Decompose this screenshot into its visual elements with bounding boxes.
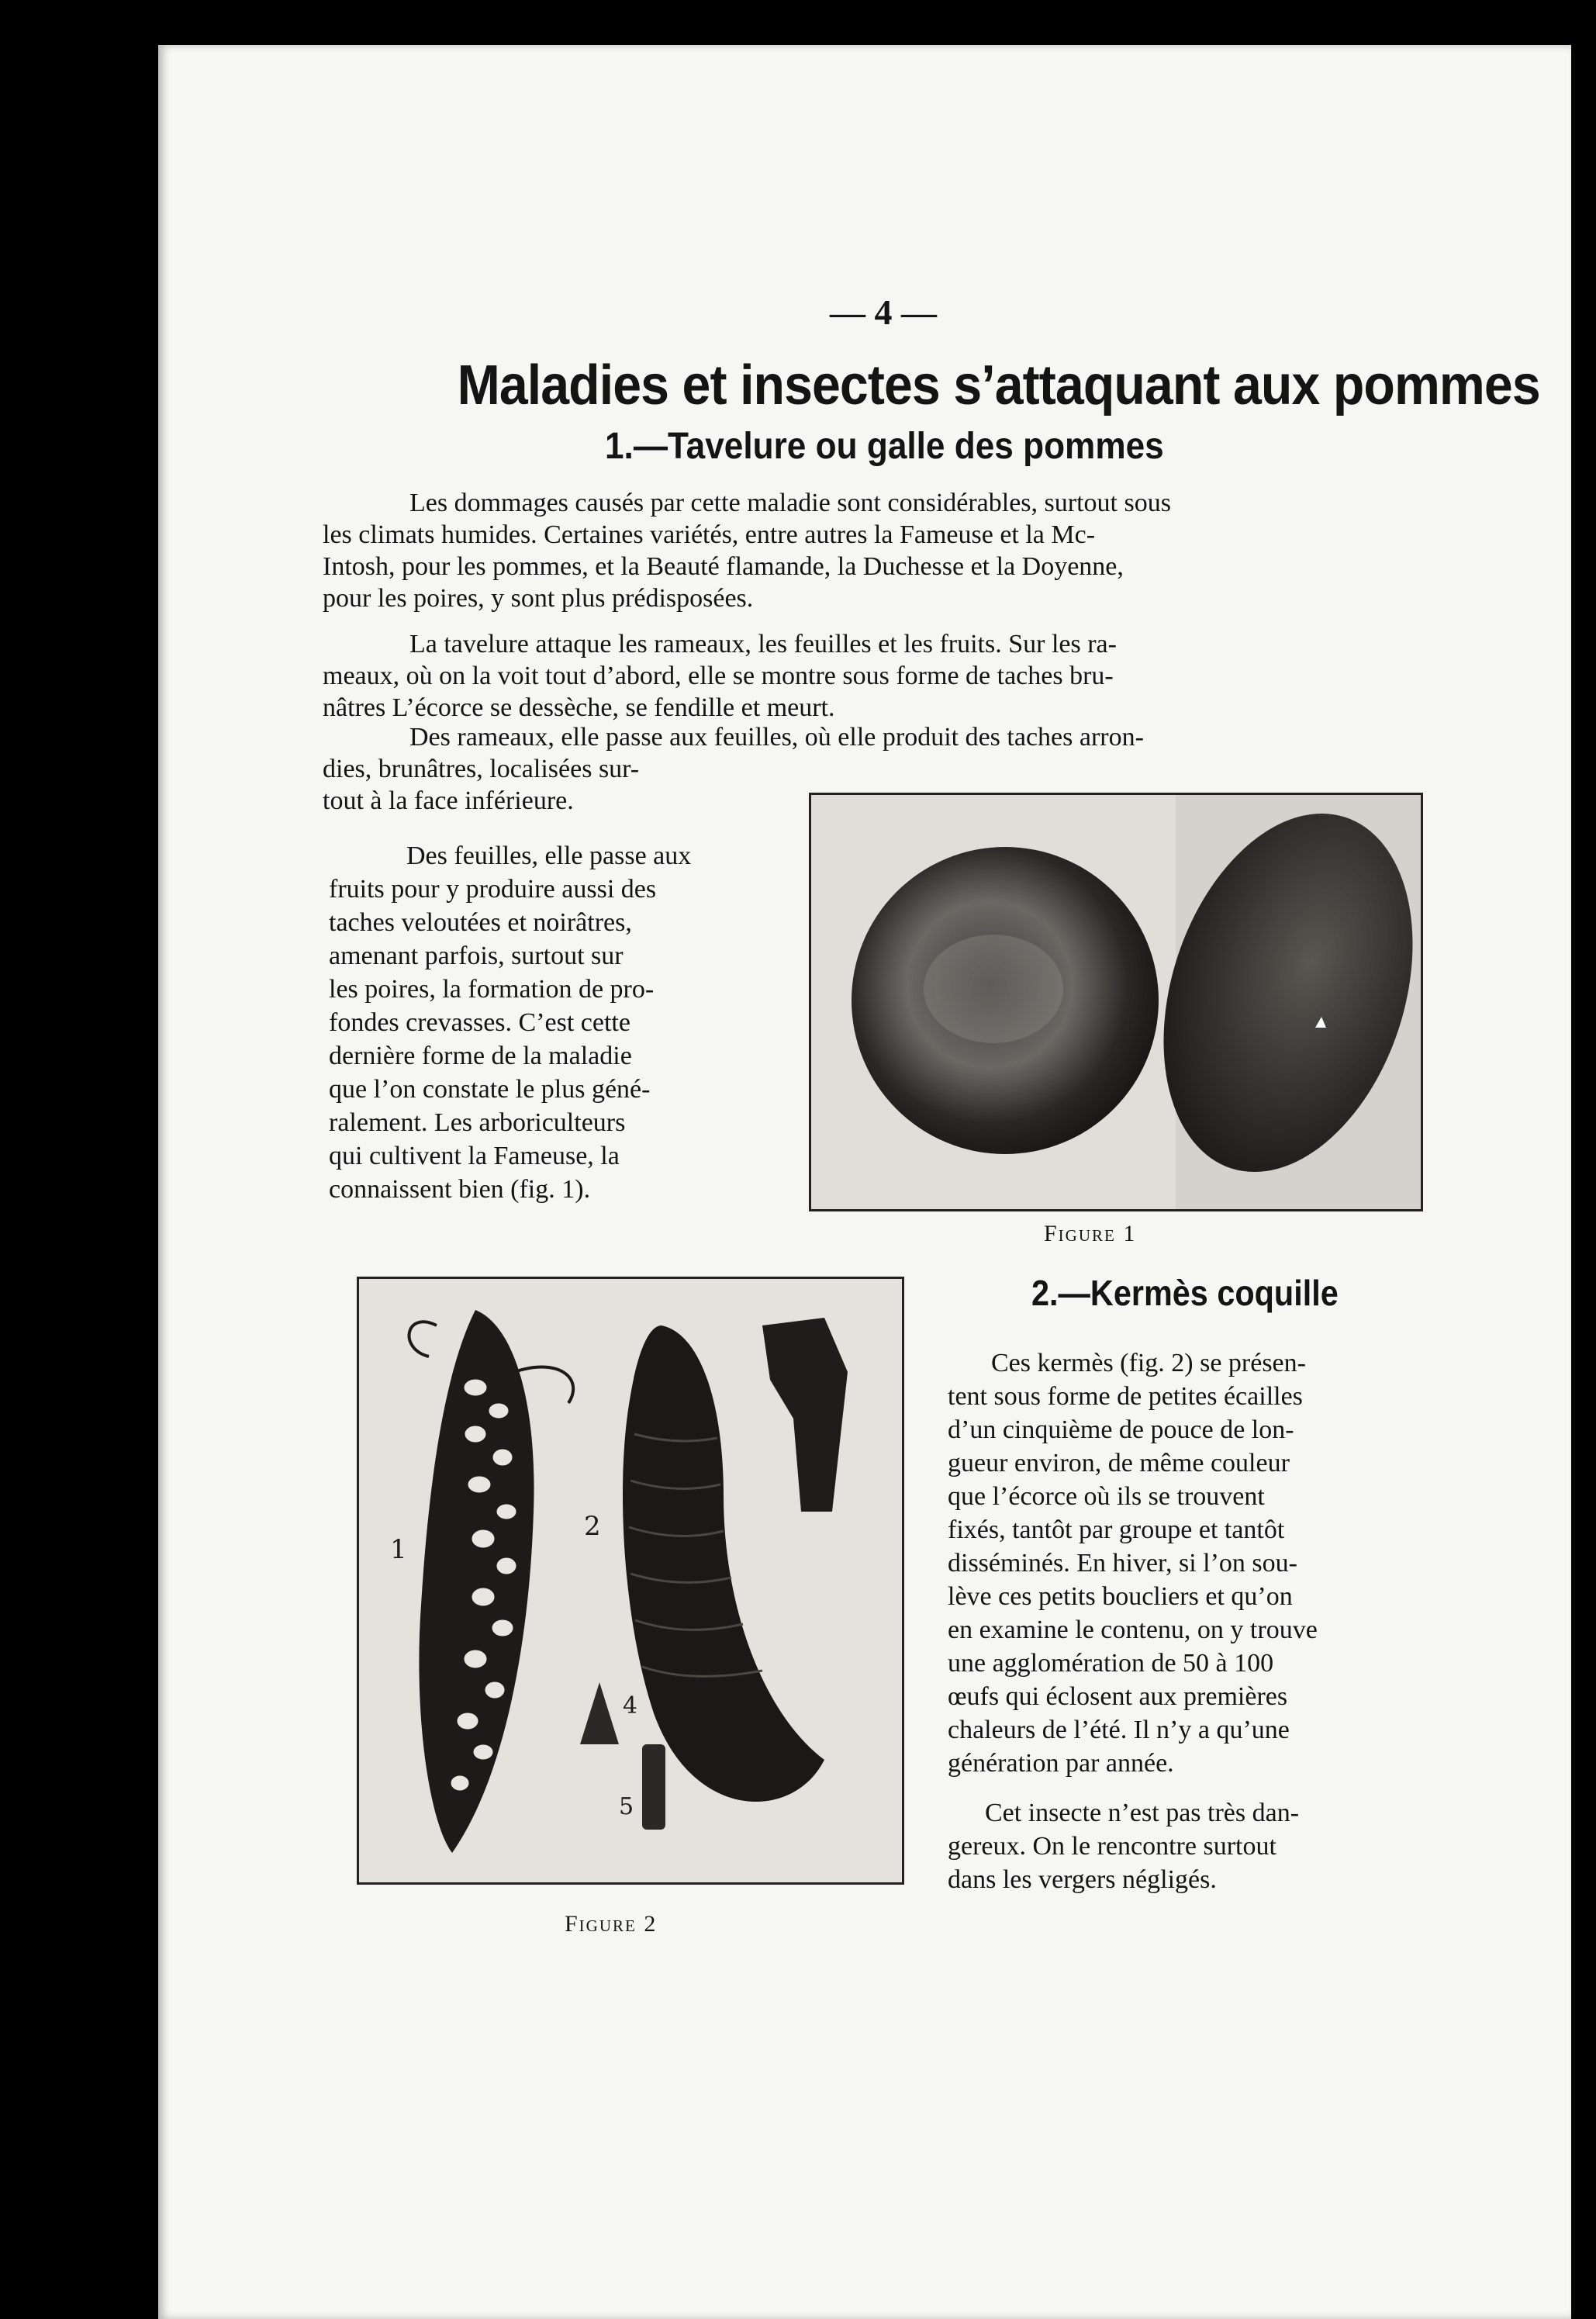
text-line: œufs qui éclosent aux premières <box>948 1682 1288 1711</box>
text-line: disséminés. En hiver, si l’on sou- <box>948 1549 1297 1578</box>
text-line: lève ces petits boucliers et qu’on <box>948 1582 1293 1611</box>
text-line: qui cultivent la Fameuse, la <box>329 1142 620 1170</box>
text-line: nâtres L’écorce se dessèche, se fendille et meurt. <box>323 693 835 722</box>
figure-label: 4 <box>623 1692 638 1719</box>
text-line: connaissent bien (fig. 1). <box>329 1175 591 1204</box>
section-1-heading: 1.—Tavelure ou galle des pommes <box>605 426 1164 467</box>
section-1-paragraph-4 <box>329 839 786 1206</box>
section-2-paragraph-1 <box>948 1346 1444 1780</box>
text-line: Des feuilles, elle passe aux <box>406 842 692 870</box>
figure-2-image <box>357 1277 904 1885</box>
figure-2-caption: Figure 2 <box>565 1911 658 1937</box>
text-line: les poires, la formation de pro- <box>329 975 655 1004</box>
section-2-paragraph-2 <box>948 1796 1444 1896</box>
text-line: chaleurs de l’été. Il n’y a qu’une <box>948 1716 1290 1744</box>
text-line: en examine le contenu, on y trouve <box>948 1616 1318 1644</box>
oyster-shell-scale-illustration <box>359 1279 902 1882</box>
scan-border <box>1571 0 1596 2319</box>
small-scale <box>642 1744 665 1830</box>
figure-label: 2 <box>584 1511 601 1542</box>
text-line: dans les vergers négligés. <box>948 1865 1217 1894</box>
text-line: ralement. Les arboriculteurs <box>329 1108 626 1137</box>
text-line: que l’écorce où ils se trouvent <box>948 1482 1265 1511</box>
text-line: génération par année. <box>948 1749 1174 1778</box>
text-line: tent sous forme de petites écailles <box>948 1382 1303 1411</box>
section-1-paragraph-1 <box>323 487 1449 614</box>
diseased-fruits-illustration <box>811 795 1421 1209</box>
figure-label: 5 <box>619 1793 634 1820</box>
text-line: dies, brunâtres, localisées sur- <box>323 755 640 783</box>
text-line: Intosh, pour les pommes, et la Beauté flamande, la Duchesse et la Doyenne, <box>323 552 1124 581</box>
section-2-heading: 2.—Kermès coquille <box>1031 1273 1339 1313</box>
text-line: fruits pour y produire aussi des <box>329 875 657 904</box>
text-line: taches veloutées et noirâtres, <box>329 908 632 937</box>
text-line: amenant parfois, surtout sur <box>329 942 624 970</box>
figure-1-image <box>809 793 1423 1211</box>
section-1-paragraph-2 <box>323 628 1449 724</box>
text-line: fondes crevasses. C’est cette <box>329 1008 630 1037</box>
text-line: fixés, tantôt par groupe et tantôt <box>948 1515 1285 1544</box>
figure-label: 1 <box>390 1534 407 1565</box>
text-line: Ces kermès (fig. 2) se présen- <box>991 1349 1306 1377</box>
figure-1-caption: Figure 1 <box>1044 1221 1137 1246</box>
page-number: — 4 — <box>830 292 937 332</box>
text-line: meaux, où on la voit tout d’abord, elle se montre sous forme de taches bru- <box>323 662 1114 690</box>
text-line: Des rameaux, elle passe aux feuilles, où elle produit des taches arron- <box>409 723 1144 752</box>
text-line: d’un cinquième de pouce de lon- <box>948 1415 1294 1444</box>
text-line: dernière forme de la maladie <box>329 1042 632 1070</box>
text-line: une agglomération de 50 à 100 <box>948 1649 1274 1678</box>
text-line: Cet insecte n’est pas très dan- <box>985 1799 1300 1827</box>
text-line: que l’on constate le plus géné- <box>329 1075 651 1104</box>
text-line: les climats humides. Certaines variétés, entre autres la Fameuse et la Mc- <box>323 520 1096 549</box>
text-line: Les dommages causés par cette maladie sont considérables, surtout sous <box>409 489 1171 517</box>
text-line: pour les poires, y sont plus prédisposées. <box>323 584 754 613</box>
text-line: gueur environ, de même couleur <box>948 1449 1290 1477</box>
page-title: Maladies et insectes s’attaquant aux pommes <box>457 354 1540 416</box>
text-line: tout à la face inférieure. <box>323 786 574 815</box>
text-line: La tavelure attaque les rameaux, les feuilles et les fruits. Sur les ra- <box>409 630 1117 658</box>
text-line: gereux. On le rencontre surtout <box>948 1832 1276 1861</box>
